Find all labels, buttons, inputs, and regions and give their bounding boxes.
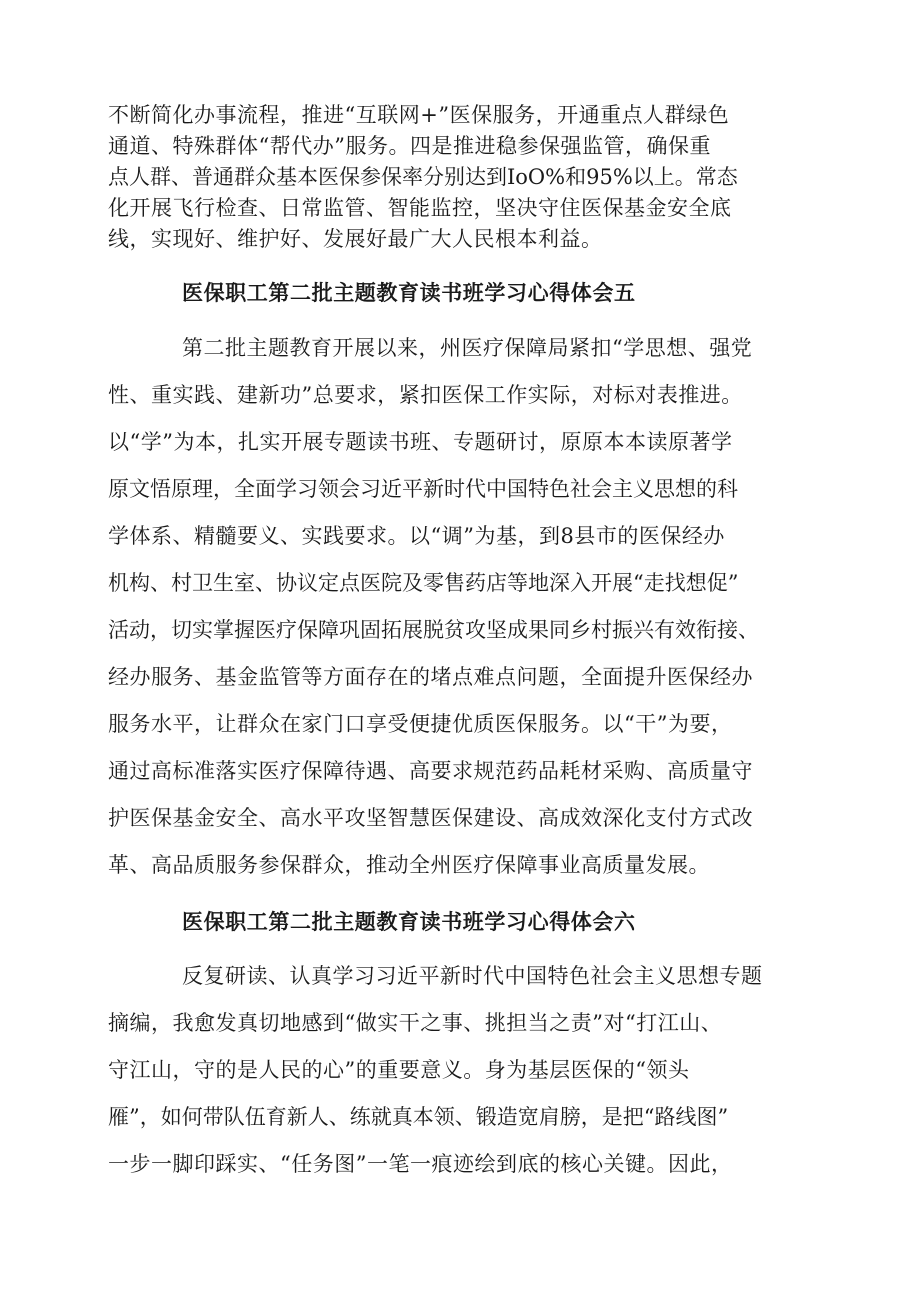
section-6-line-4: 雁”，如何带队伍育新人、练就真本领、锻造宽肩膀，是把“路线图”: [108, 1105, 729, 1129]
section-6-line-5: 一步一脚印踩实、“任务图”一笔一痕迹绘到底的核心关键。因此，: [108, 1152, 733, 1176]
section-5-line-8: 经办服务、基金监管等方面存在的堵点难点问题，全面提升医保经办: [108, 665, 753, 689]
intro-line-4: 化开展飞行检查、日常监管、智能监控，坚决守住医保基金安全底: [108, 196, 732, 220]
intro-line-3: 点人群、普通群众基本医保参保率分别达到IoO%和95%以上。常态: [108, 165, 738, 189]
section-5-line-5: 学体系、精髓要义、实践要求。以“调”为基，到8县市的医保经办: [108, 524, 725, 548]
intro-line-5: 线，实现好、维护好、发展好最广大人民根本利益。: [108, 227, 603, 251]
section-5-line-3: 以“学”为本，扎实开展专题读书班、专题研讨，原原本本读原著学: [108, 430, 733, 454]
section-5-line-1: 第二批主题教育开展以来，州医疗保障局紧扣“学思想、强党: [182, 336, 753, 360]
section-5-line-2: 性、重实践、建新功”总要求，紧扣医保工作实际，对标对表推进。: [108, 383, 743, 407]
intro-line-2: 通道、特殊群体“帮代办”服务。四是推进稳参保强监管，确保重: [108, 134, 711, 158]
section-5-title: 医保职工第二批主题教育读书班学习心得体会五: [182, 280, 636, 305]
section-5-line-11: 护医保基金安全、高水平攻坚智慧医保建设、高成效深化支付方式改: [108, 806, 753, 830]
section-6-title: 医保职工第二批主题教育读书班学习心得体会六: [182, 909, 636, 934]
section-5-line-7: 活动，切实掌握医疗保障巩固拓展脱贫攻坚成果同乡村振兴有效衔接、: [108, 618, 759, 642]
section-6-line-2: 摘编，我愈发真切地感到“做实干之事、挑担当之责”对“打江山、: [108, 1011, 723, 1035]
intro-line-1: 不断简化办事流程，推进“互联网+”医保服务，开通重点人群绿色: [108, 103, 730, 127]
section-5-line-12: 革、高品质服务参保群众，推动全州医疗保障事业高质量发展。: [108, 853, 710, 877]
section-5-line-9: 服务水平，让群众在家门口享受便捷优质医保服务。以“干”为要，: [108, 712, 733, 736]
section-5-line-10: 通过高标准落实医疗保障待遇、高要求规范药品耗材采购、高质量守: [108, 759, 753, 783]
section-5-line-6: 机构、村卫生室、协议定点医院及零售药店等地深入开展“走找想促”: [108, 571, 739, 595]
section-6-line-3: 守江山，守的是人民的心”的重要意义。身为基层医保的“领头: [108, 1058, 690, 1082]
section-6-line-1: 反复研读、认真学习习近平新时代中国特色社会主义思想专题: [182, 964, 763, 988]
section-5-line-4: 原文悟原理，全面学习领会习近平新时代中国特色社会主义思想的科: [108, 477, 738, 501]
